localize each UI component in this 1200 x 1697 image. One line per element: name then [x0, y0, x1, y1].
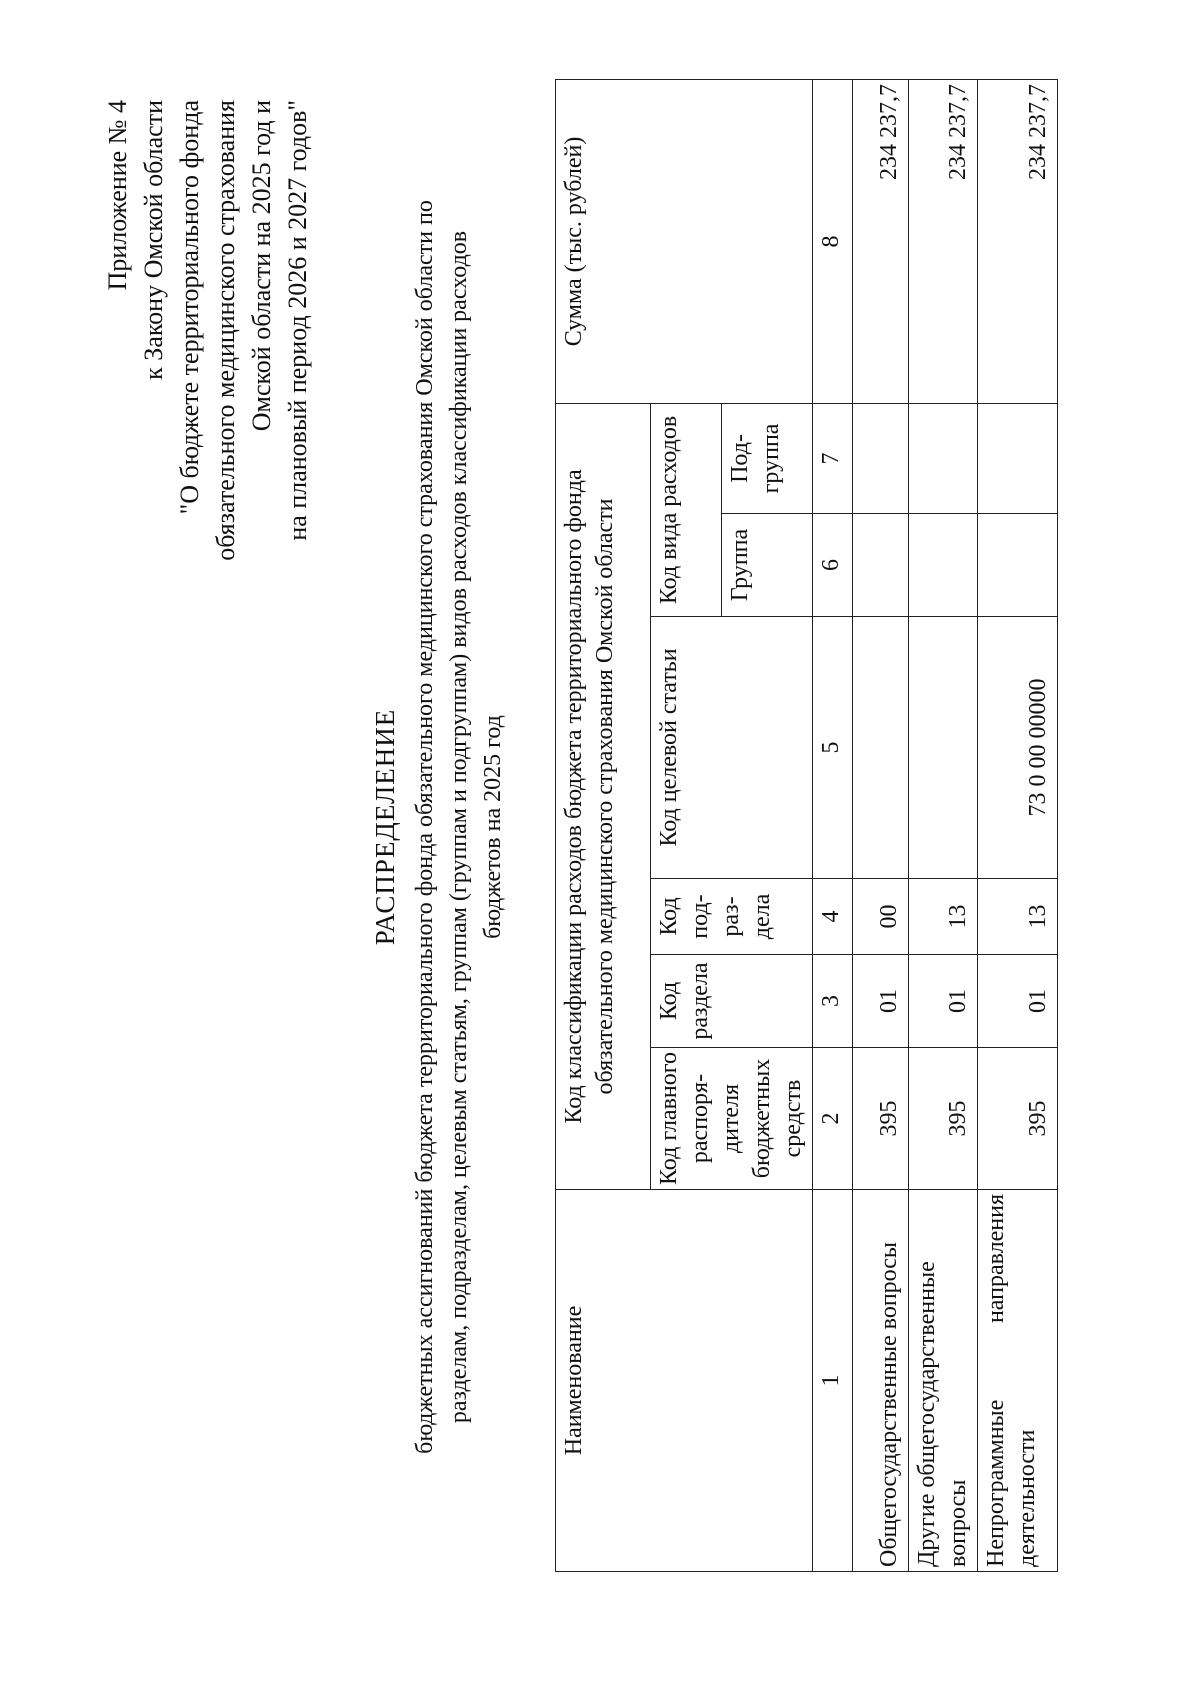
header-main-manager: Код главного распоря-дителя бюджетных средств — [651, 1048, 813, 1190]
document-title: РАСПРЕДЕЛЕНИЕ — [370, 708, 400, 946]
appendix-line: Приложение № 4 — [103, 100, 132, 291]
row-section: 01 — [853, 955, 909, 1048]
row-target — [853, 617, 909, 879]
header-group: Группа — [721, 514, 812, 617]
row-group — [909, 514, 978, 617]
table-row — [909, 79, 978, 1571]
appendix-line: "О бюджете территориального фонда — [175, 100, 204, 515]
appendix-line: обязательного медицинского страхования — [211, 100, 240, 561]
row-name-line2: деятельности — [1014, 1429, 1040, 1567]
row-subsection: 00 — [853, 879, 909, 955]
header-target: Код целевой статьи — [651, 617, 813, 879]
row-main-manager: 395 — [853, 1048, 909, 1190]
row-group — [978, 514, 1058, 617]
row-name-part: направления — [983, 1194, 1009, 1324]
column-number: 6 — [813, 514, 853, 617]
appendix-line: к Закону Омской области — [139, 100, 168, 380]
header-name: Наименование — [556, 1190, 813, 1572]
appendix-line: Омской области на 2025 год и — [247, 100, 276, 432]
column-number: 7 — [813, 403, 853, 513]
subtitle-line: бюджетов на 2025 год — [480, 715, 506, 939]
row-subsection: 13 — [978, 879, 1058, 955]
row-main-manager: 395 — [978, 1048, 1058, 1190]
header-subsection: Код под-раз-дела — [651, 879, 813, 955]
column-number: 5 — [813, 617, 853, 879]
subtitle-line: бюджетных ассигнований бюджета территориального фонда обязательного медицинского страхования Омской области по — [412, 200, 438, 1454]
row-subsection: 13 — [909, 879, 978, 955]
header-row-1 — [556, 79, 651, 1571]
table-row — [978, 79, 1058, 1571]
row-name: Общегосударственные вопросы — [853, 1190, 909, 1572]
row-section: 01 — [909, 955, 978, 1048]
header-subgroup: Под-группа — [721, 403, 812, 513]
table-row — [853, 79, 909, 1571]
column-number: 3 — [813, 955, 853, 1048]
column-number: 1 — [813, 1190, 853, 1572]
header-expense-type: Код вида расходов — [651, 403, 722, 616]
row-target — [909, 617, 978, 879]
budget-table — [555, 79, 1058, 1572]
row-sum: 234 237,7 — [909, 79, 978, 403]
row-sum: 234 237,7 — [978, 79, 1058, 403]
column-number: 8 — [813, 79, 853, 403]
row-name: Другие общегосударственные вопросы — [909, 1190, 978, 1572]
row-name — [978, 1190, 1058, 1572]
column-number: 2 — [813, 1048, 853, 1190]
appendix-block — [100, 100, 316, 720]
row-name-line1 — [981, 1194, 1012, 1567]
row-subgroup — [853, 403, 909, 513]
row-subgroup — [909, 403, 978, 513]
header-section: Код раздела — [651, 955, 813, 1048]
appendix-line: на плановый период 2026 и 2027 годов" — [283, 100, 312, 541]
column-numbers-row — [813, 79, 853, 1571]
column-number: 4 — [813, 879, 853, 955]
row-name-part: Непрограммные — [983, 1399, 1009, 1567]
header-sum: Сумма (тыс. рублей) — [556, 79, 813, 403]
document-subtitle — [408, 77, 510, 1577]
row-subgroup — [978, 403, 1058, 513]
row-target: 73 0 00 00000 — [978, 617, 1058, 879]
row-section: 01 — [978, 955, 1058, 1048]
row-sum: 234 237,7 — [853, 79, 909, 403]
row-group — [853, 514, 909, 617]
subtitle-line: разделам, подразделам, целевым статьям, группам (группам и подгруппам) видов расходов классификации расходов — [446, 230, 472, 1424]
row-main-manager: 395 — [909, 1048, 978, 1190]
header-classification: Код классификации расходов бюджета территориального фонда обязательного медицинского страхования Омской области — [556, 403, 651, 1189]
